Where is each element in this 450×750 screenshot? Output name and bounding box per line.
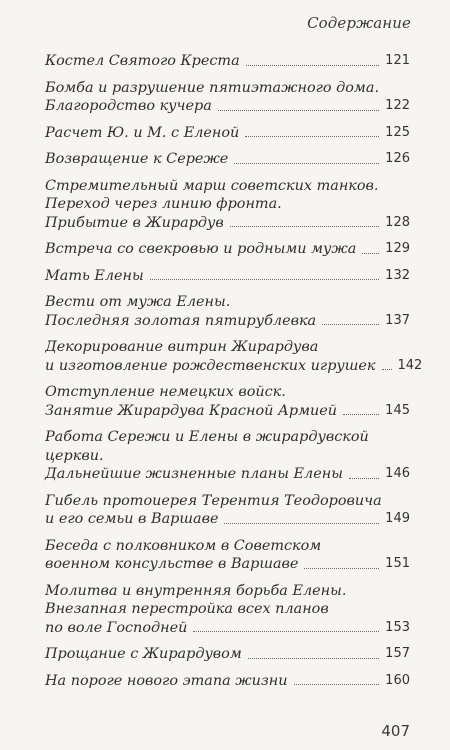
toc-entry-title-line: Гибель протоиерея Терентия Теодоровича bbox=[45, 492, 382, 509]
toc-entry-last-line bbox=[45, 672, 410, 691]
toc-entry bbox=[45, 150, 410, 169]
toc-entry-title-line: Декорирование витрин Жирардува bbox=[45, 339, 319, 355]
dot-leader bbox=[349, 478, 379, 479]
dot-leader bbox=[245, 136, 379, 137]
toc-entry-title-line: Отступление немецких войск. bbox=[45, 384, 286, 400]
toc-entry-page-number: 137 bbox=[385, 312, 410, 328]
toc-entry-title-line: На пороге нового этапа жизни bbox=[45, 672, 288, 689]
toc-entry bbox=[45, 492, 410, 529]
toc-entry-page-number: 142 bbox=[397, 357, 423, 373]
dot-leader bbox=[193, 631, 379, 632]
toc-entry-title-line: и его семьи в Варшаве bbox=[45, 511, 219, 527]
toc-entry bbox=[45, 582, 410, 638]
toc-entry-page-number: 160 bbox=[385, 672, 410, 688]
toc-entry-last-line bbox=[45, 619, 410, 638]
toc-entry-page-number: 149 bbox=[385, 511, 410, 526]
dot-leader bbox=[362, 253, 379, 254]
toc-entry-page-number: 128 bbox=[385, 214, 410, 230]
running-head-title: Содержание bbox=[307, 14, 411, 32]
toc-entry-page-number: 122 bbox=[385, 98, 410, 113]
toc-entry-title-line: военном консульстве в Варшаве bbox=[45, 556, 299, 572]
toc-entry bbox=[45, 537, 410, 574]
toc-entry-page-number: 151 bbox=[385, 556, 410, 571]
toc-entry-last-line bbox=[45, 150, 410, 169]
table-of-contents bbox=[45, 52, 423, 698]
dot-leader bbox=[294, 684, 380, 685]
dot-leader bbox=[224, 523, 379, 524]
toc-entry-title-line: Стремительный марш советских танков. bbox=[45, 177, 379, 194]
toc-entry-title-line: Возвращение к Сереже bbox=[45, 151, 229, 167]
toc-entry-title-line: Бомба и разрушение пятиэтажного дома. bbox=[45, 79, 380, 96]
toc-entry bbox=[45, 240, 410, 259]
toc-entry-title-line: Вести от мужа Елены. bbox=[45, 294, 231, 310]
toc-entry-title-line: Дальнейшие жизненные планы Елены bbox=[45, 466, 343, 482]
dot-leader bbox=[248, 658, 379, 659]
toc-entry-title-line: Внезапная перестройка всех планов bbox=[45, 601, 329, 617]
dot-leader bbox=[150, 279, 379, 280]
toc-entry bbox=[45, 177, 410, 233]
toc-entry-last-line bbox=[45, 645, 410, 664]
toc-entry bbox=[45, 267, 410, 286]
toc-entry-last-line bbox=[45, 465, 410, 484]
toc-entry bbox=[45, 52, 410, 71]
toc-entry-title-line: Прощание с Жирардувом bbox=[45, 646, 242, 662]
toc-entry-page-number: 146 bbox=[385, 466, 410, 481]
toc-entry bbox=[45, 428, 410, 484]
toc-entry-last-line bbox=[45, 312, 410, 331]
toc-entry-page-number: 121 bbox=[385, 53, 410, 68]
toc-entry-title-line: Переход через линию фронта. bbox=[45, 196, 282, 212]
toc-entry-title-line: Костел Святого Креста bbox=[45, 53, 240, 69]
toc-entry-last-line bbox=[45, 97, 410, 116]
toc-entry-page-number: 129 bbox=[385, 241, 410, 256]
toc-entry-title-line: церкви. bbox=[45, 447, 104, 464]
toc-entry-title-line: и изготовление рождественских игрушек bbox=[45, 357, 376, 374]
toc-entry-title-line: Последняя золотая пятирублевка bbox=[45, 312, 317, 329]
toc-entry-page-number: 126 bbox=[385, 151, 410, 166]
toc-entry-title-line: Расчет Ю. и М. с Еленой bbox=[45, 124, 240, 141]
toc-entry-title-line: Молитва и внутренняя борьба Елены. bbox=[45, 582, 347, 599]
toc-entry-title-line: Прибытие в Жирардув bbox=[45, 214, 224, 231]
toc-entry-page-number: 145 bbox=[385, 402, 410, 418]
toc-entry-title-line: Занятие Жирардува Красной Армией bbox=[45, 402, 338, 419]
dot-leader bbox=[304, 568, 379, 569]
dot-leader bbox=[343, 414, 379, 415]
toc-entry-title-line: Встреча со свекровью и родными мужа bbox=[45, 241, 357, 257]
page-number: 407 bbox=[381, 722, 410, 740]
toc-entry bbox=[45, 124, 410, 143]
toc-entry-title-line: по воле Господней bbox=[45, 619, 188, 636]
toc-entry bbox=[45, 383, 410, 420]
toc-entry-last-line bbox=[45, 52, 410, 71]
dot-leader bbox=[246, 65, 380, 66]
dot-leader bbox=[322, 324, 379, 325]
toc-entry-page-number: 132 bbox=[385, 267, 410, 283]
toc-entry bbox=[45, 293, 410, 330]
toc-entry-last-line bbox=[45, 124, 410, 143]
toc-entry-title-line: Беседа с полковником в Советском bbox=[45, 537, 322, 554]
toc-entry bbox=[45, 672, 410, 691]
toc-entry bbox=[45, 645, 410, 664]
toc-entry bbox=[45, 338, 423, 375]
toc-entry-title-line: Работа Сережи и Елены в жирардувской bbox=[45, 429, 369, 445]
toc-entry-last-line bbox=[45, 402, 410, 421]
toc-entry-title-line: Мать Елены bbox=[45, 267, 144, 284]
toc-entry-last-line bbox=[45, 510, 410, 529]
toc-entry-last-line bbox=[45, 214, 410, 233]
toc-entry-last-line bbox=[45, 267, 410, 286]
dot-leader bbox=[382, 369, 392, 370]
toc-entry bbox=[45, 79, 410, 116]
toc-entry-last-line bbox=[45, 357, 423, 376]
toc-entry-page-number: 157 bbox=[385, 646, 410, 661]
toc-entry-page-number: 153 bbox=[385, 619, 410, 635]
dot-leader bbox=[234, 163, 379, 164]
dot-leader bbox=[230, 226, 379, 227]
toc-entry-last-line bbox=[45, 555, 410, 574]
dot-leader bbox=[218, 110, 379, 111]
toc-entry-page-number: 125 bbox=[385, 124, 410, 140]
toc-entry-last-line bbox=[45, 240, 410, 259]
toc-entry-title-line: Благородство кучера bbox=[45, 98, 212, 114]
